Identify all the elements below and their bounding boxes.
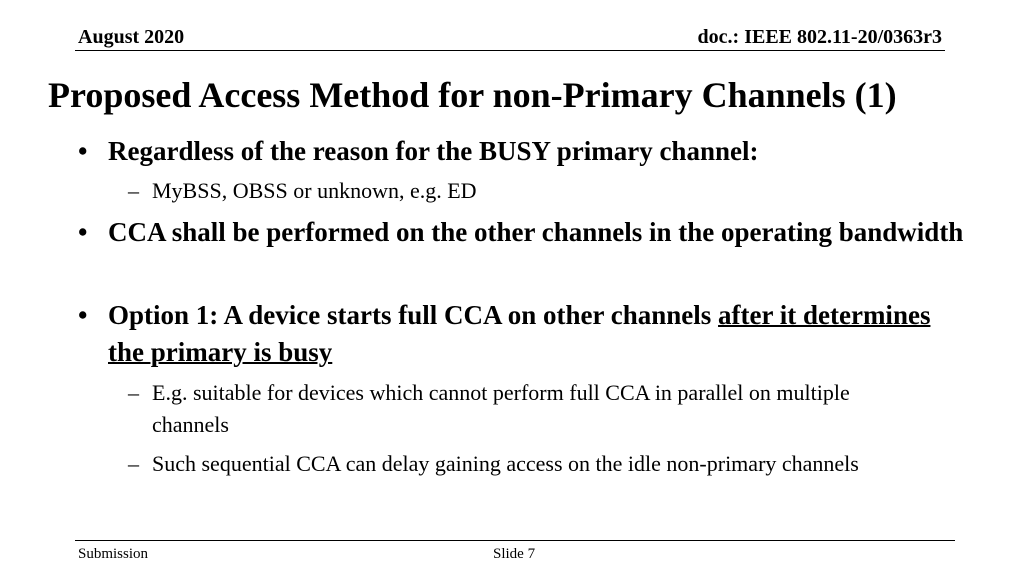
header-divider bbox=[75, 50, 945, 51]
sub-bullet-text: E.g. suitable for devices which cannot perform full CCA in parallel on multiple channels bbox=[152, 380, 850, 437]
bullet-icon: • bbox=[78, 136, 88, 166]
dash-icon: – bbox=[128, 178, 139, 203]
slide-title: Proposed Access Method for non-Primary Channels (1) bbox=[48, 75, 897, 115]
footer-submission: Submission bbox=[78, 546, 149, 562]
bullet-icon: • bbox=[78, 300, 88, 330]
bullet-text: CCA shall be performed on the other channels in the operating bandwidth bbox=[108, 217, 964, 247]
dash-icon: – bbox=[128, 380, 139, 405]
dash-icon: – bbox=[128, 451, 139, 476]
sub-bullet-text: MyBSS, OBSS or unknown, e.g. ED bbox=[152, 178, 477, 203]
header-doc-id: doc.: IEEE 802.11-20/0363r3 bbox=[697, 26, 942, 48]
bullet-text: Regardless of the reason for the BUSY primary channel: bbox=[108, 136, 759, 166]
bullet-icon: • bbox=[78, 217, 88, 247]
footer-divider bbox=[75, 540, 955, 541]
header-date: August 2020 bbox=[78, 26, 185, 48]
bullet-text-underlined: after it determines the primary is busy bbox=[108, 300, 931, 367]
footer-slide-number: Slide 7 bbox=[493, 546, 536, 562]
sub-bullet-text: Such sequential CCA can delay gaining access on the idle non-primary channels bbox=[152, 451, 859, 476]
bullet-text-plain: Option 1: A device starts full CCA on other channels bbox=[108, 300, 719, 330]
bullet-text bbox=[108, 297, 968, 371]
